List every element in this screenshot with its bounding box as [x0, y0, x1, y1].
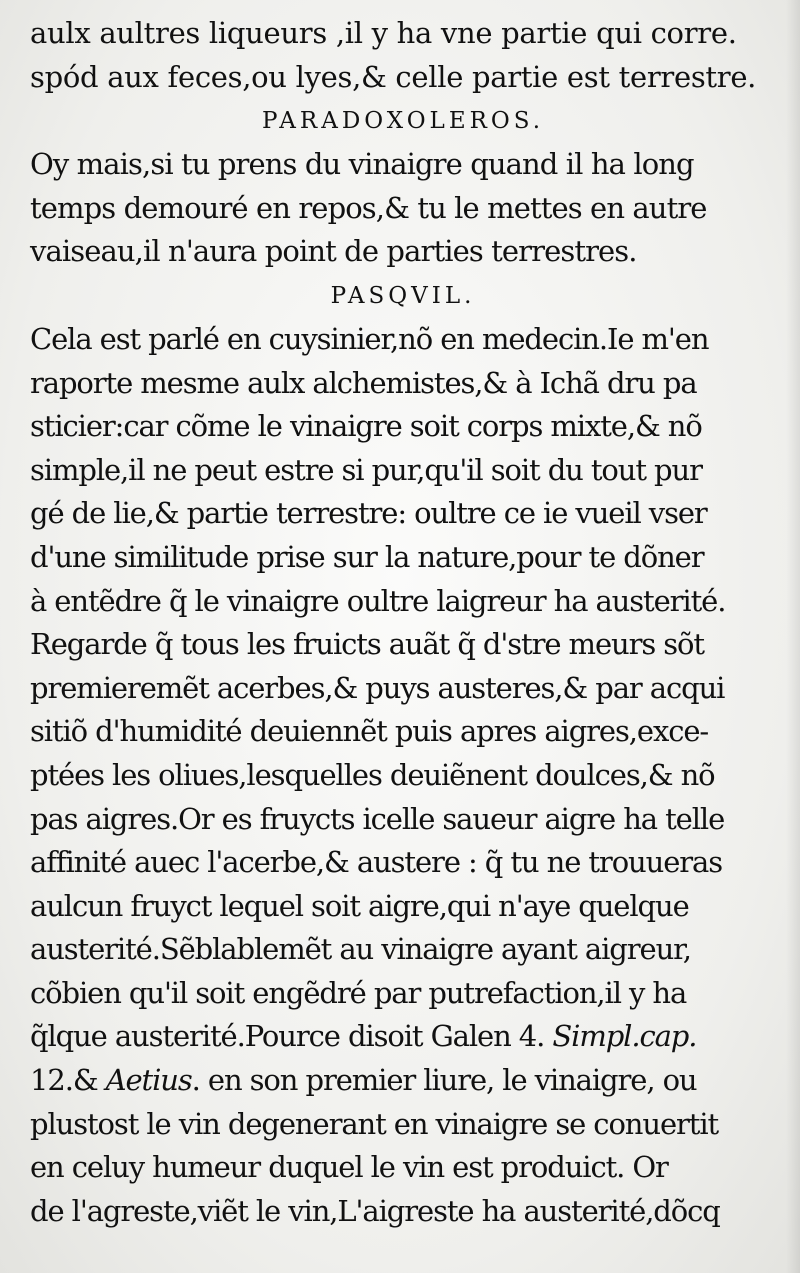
- text-block-pasquil: [30, 318, 766, 1233]
- text-line-aetius: [30, 1059, 766, 1103]
- text-line: affinité auec l'acerbe,& austere : q̃ tu ne trouueras: [30, 845, 723, 880]
- text-line: pas aigres.Or es fruycts icelle saueur aigre ha telle: [30, 801, 725, 836]
- text-run: . en son premier liure, le vinaigre, ou: [191, 1063, 697, 1098]
- text-block-paradoxoleros: [30, 143, 766, 274]
- text-line: temps demouré en repos,& tu le mettes en autre: [30, 190, 707, 225]
- text-line: gé de lie,& partie terrestre: oultre ce ie vueil vser: [30, 496, 707, 531]
- text-line: Cela est parlé en cuysinier,nõ en medecin.Ie m'en: [30, 321, 709, 356]
- text-line-galen: [30, 1015, 766, 1059]
- text-block-intro: [30, 12, 766, 99]
- citation-italic: Simpl.cap.: [552, 1019, 697, 1054]
- text-line: aulcun fruyct lequel soit aigre,qui n'aye quelque: [30, 888, 689, 923]
- text-line: de l'agreste,viẽt le vin,L'aigreste ha austerité,dõcq: [30, 1193, 720, 1228]
- text-line: spód aux feces,ou lyes,& celle partie est terrestre.: [30, 59, 757, 94]
- speaker-heading-paradoxoleros: PARADOXOLEROS.: [261, 108, 545, 135]
- text-line: en celuy humeur duquel le vin est produict. Or: [30, 1150, 668, 1185]
- text-line: d'une similitude prise sur la nature,pour te dõner: [30, 539, 704, 574]
- text-line: austerité.Sẽblablemẽt au vinaigre ayant aigreur,: [30, 932, 691, 967]
- text-line: cõbien qu'il soit engẽdré par putrefaction,il y ha: [30, 975, 687, 1010]
- text-line: premieremẽt acerbes,& puys austeres,& par acqui: [30, 670, 725, 705]
- text-line: ptées les oliues,lesquelles deuiẽnent doulces,& nõ: [30, 757, 715, 792]
- text-line: plustost le vin degenerant en vinaigre se conuertit: [30, 1106, 719, 1141]
- text-line: Regarde q̃ tous les fruicts auãt q̃ d'stre meurs sõt: [30, 627, 704, 662]
- text-line: Oy mais,si tu prens du vinaigre quand il ha long: [30, 147, 694, 182]
- page-edge-shadow: [786, 0, 800, 1273]
- text-line: raporte mesme aulx alchemistes,& à Ichã dru pa: [30, 365, 697, 400]
- text-line: aulx aultres liqueurs ,il y ha vne partie qui corre.: [30, 16, 737, 50]
- text-line: sticier:car cõme le vinaigre soit corps mixte,& nõ: [30, 409, 702, 444]
- text-line: sitiõ d'humidité deuiennẽt puis apres aigres,exce-: [30, 714, 709, 749]
- speaker-heading-pasquil: PASQVIL.: [330, 282, 476, 309]
- text-line: simple,il ne peut estre si pur,qu'il soit du tout pur: [30, 452, 702, 487]
- text-line: vaiseau,il n'aura point de parties terrestres.: [30, 234, 637, 269]
- text-line: à entẽdre q̃ le vinaigre oultre laigreur ha austerité.: [30, 583, 726, 618]
- text-run: 12.&: [30, 1063, 106, 1098]
- text-run: q̃lque austerité.Pource disoit Galen 4.: [30, 1019, 553, 1054]
- author-italic: Aetius: [105, 1063, 192, 1098]
